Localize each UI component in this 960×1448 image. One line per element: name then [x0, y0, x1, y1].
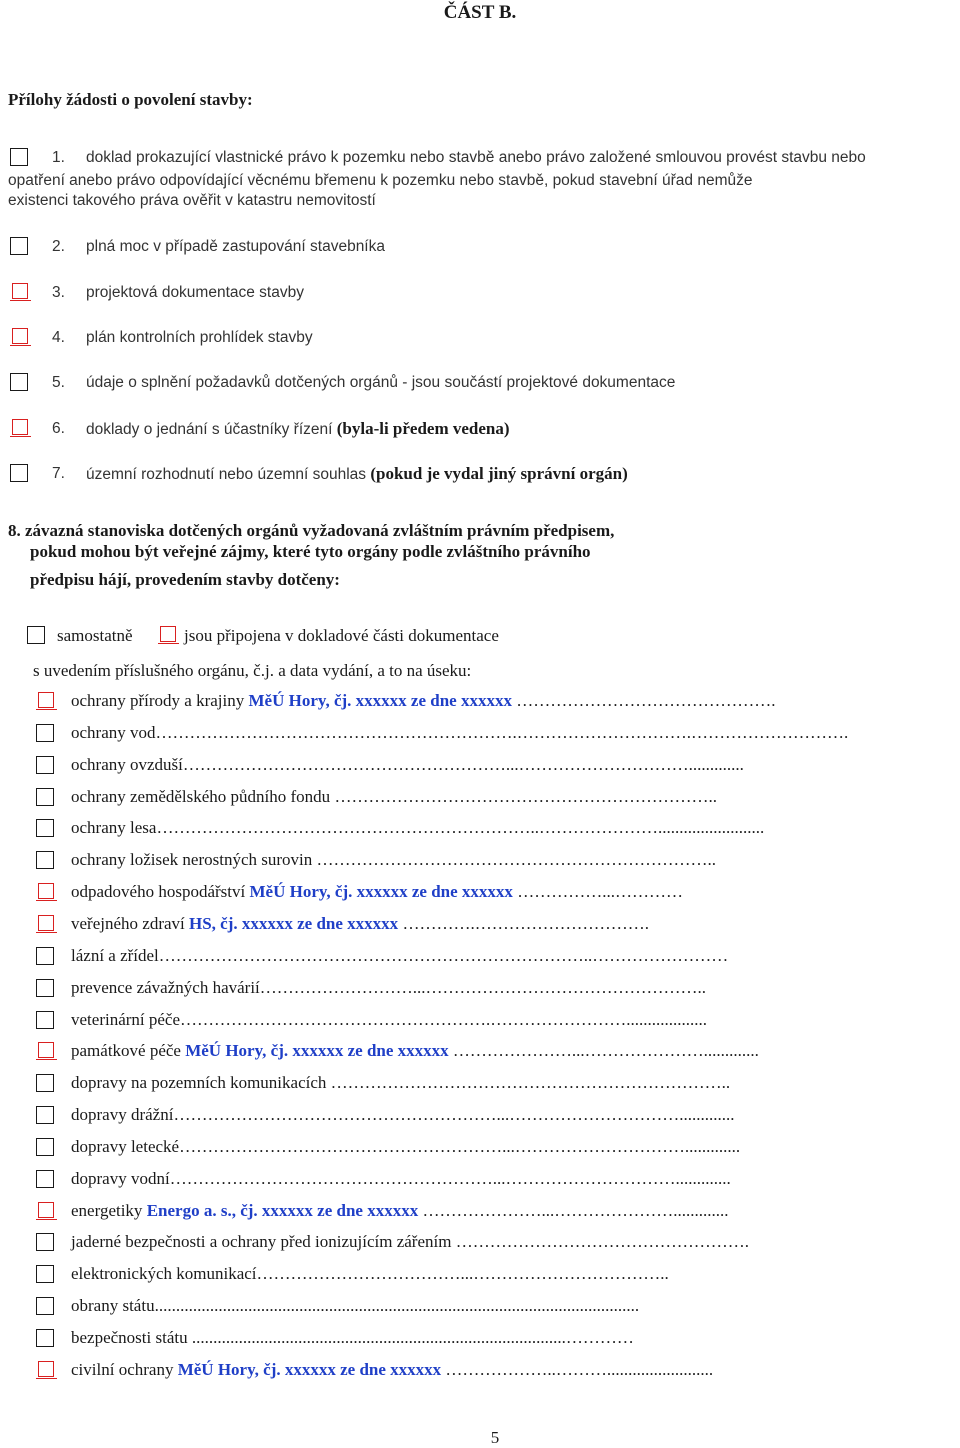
item-1-line-3: existenci takového práva ověřit v katastru nemovitostí	[8, 192, 376, 209]
section-filled-value: HS, čj. xxxxxx ze dne xxxxxx	[189, 914, 399, 933]
section-fill-dots: ……………...…………	[512, 882, 683, 901]
section-label: dopravy vodní	[71, 1169, 170, 1188]
checkbox-section-8[interactable]	[38, 915, 54, 931]
section-row	[71, 1296, 639, 1316]
section-fill-dots: …………………………………………………...………………………….............	[179, 1137, 741, 1156]
section-label: památkové péče	[71, 1041, 186, 1060]
checkbox-item-1[interactable]	[10, 148, 28, 166]
section-fill-dots: …………………………………………………...………………………….............	[182, 755, 744, 774]
item-4-text: plán kontrolních prohlídek stavby	[86, 329, 313, 346]
section-label: obrany státu	[71, 1296, 155, 1315]
section-filled-value: MěÚ Hory, čj. xxxxxx ze dne xxxxxx	[248, 691, 512, 710]
item-2-number: 2.	[52, 238, 65, 255]
section-fill-dots: ………………………………...……………………………..	[256, 1264, 669, 1283]
item-5-number: 5.	[52, 374, 65, 391]
section-fill-dots: …………………………………………………………………..……………………	[158, 946, 729, 965]
item-6-number: 6.	[52, 420, 65, 437]
item-1-number: 1.	[52, 149, 65, 166]
item-4-number: 4.	[52, 329, 65, 346]
section-fill-dots: ……………………………………………………………..	[330, 1073, 731, 1092]
section-fill-dots: ………………..……….........................	[441, 1360, 714, 1379]
checkbox-section-10[interactable]	[36, 979, 54, 997]
section-label: ochrany zemědělského půdního fondu	[71, 787, 335, 806]
item-5-text: údaje o splnění požadavků dotčených orgánů - jsou součástí projektové dokumentace	[86, 374, 676, 391]
section-fill-dots: ……………………………………………………….………………………….……………………….	[155, 723, 849, 742]
section-row	[71, 1264, 669, 1284]
section-filled-value: MěÚ Hory, čj. xxxxxx ze dne xxxxxx	[185, 1041, 449, 1060]
checkbox-section-18[interactable]	[36, 1233, 54, 1251]
section-8-line-2: pokud mohou být veřejné zájmy, které tyto orgány podle zvláštního právního	[30, 542, 591, 561]
section-label: elektronických komunikací	[71, 1264, 257, 1283]
section-row	[71, 1232, 749, 1252]
section-filled-value: MěÚ Hory, čj. xxxxxx ze dne xxxxxx	[249, 882, 513, 901]
checkbox-section-5[interactable]	[36, 819, 54, 837]
checkbox-item-4[interactable]	[12, 328, 28, 344]
checkbox-section-4[interactable]	[36, 788, 54, 806]
checkbox-section-6[interactable]	[36, 851, 54, 869]
checkbox-section-20[interactable]	[36, 1297, 54, 1315]
section-row	[71, 850, 716, 870]
item-6-text: doklady o jednání s účastníky řízení (byla-li předem vedena)	[86, 419, 510, 438]
section-fill-dots: ………….………………………….	[398, 914, 649, 933]
section-fill-dots: ……………………………………….	[511, 691, 776, 710]
section-8-note: s uvedením příslušného orgánu, č.j. a data vydání, a to na úseku:	[33, 661, 472, 680]
checkbox-section-22[interactable]	[38, 1361, 54, 1377]
section-label: dopravy letecké	[71, 1137, 180, 1156]
section-label: bezpečnosti státu	[71, 1328, 192, 1347]
section-label: civilní ochrany	[71, 1360, 178, 1379]
checkbox-section-13[interactable]	[36, 1074, 54, 1092]
section-8-line-3: předpisu hájí, provedením stavby dotčeny:	[30, 570, 340, 589]
option-samostatne-label: samostatně	[57, 626, 133, 645]
checkbox-section-17[interactable]	[38, 1202, 54, 1218]
section-fill-dots: …………………...………………….............	[418, 1201, 729, 1220]
section-label: ochrany lesa	[71, 818, 157, 837]
section-row	[71, 787, 717, 807]
checkbox-section-11[interactable]	[36, 1011, 54, 1029]
section-label: veterinární péče	[71, 1010, 181, 1029]
section-label: prevence závažných havárií	[71, 978, 260, 997]
section-label: energetiky	[71, 1201, 147, 1220]
attachments-heading: Přílohy žádosti o povolení stavby:	[8, 90, 253, 109]
section-label: ochrany ložisek nerostných surovin	[71, 850, 317, 869]
section-row	[71, 1105, 734, 1125]
section-row	[71, 818, 764, 838]
checkbox-section-19[interactable]	[36, 1265, 54, 1283]
checkbox-item-2[interactable]	[10, 237, 28, 255]
checkbox-section-1[interactable]	[38, 692, 54, 708]
checkbox-section-2[interactable]	[36, 724, 54, 742]
section-label: dopravy drážní	[71, 1105, 174, 1124]
section-label: lázní a zřídel	[71, 946, 159, 965]
section-row	[71, 1201, 728, 1221]
section-label: ochrany přírody a krajiny	[71, 691, 249, 710]
section-fill-dots: ……………………………………………………………..	[316, 850, 716, 869]
option-pripojena-label: jsou připojena v dokladové části dokumentace	[184, 626, 499, 645]
section-label: veřejného zdraví	[71, 914, 189, 933]
section-row	[71, 882, 683, 902]
checkbox-section-21[interactable]	[36, 1329, 54, 1347]
checkbox-section-3[interactable]	[36, 756, 54, 774]
section-label: jaderné bezpečnosti a ochrany před ionizujícím zářením	[71, 1232, 456, 1251]
checkbox-item-6[interactable]	[12, 419, 28, 435]
item-3-number: 3.	[52, 284, 65, 301]
page-title: ČÁST B.	[443, 2, 517, 23]
section-fill-dots: …………………………………………………………..	[334, 787, 717, 806]
section-row	[71, 1010, 707, 1030]
checkbox-section-15[interactable]	[36, 1138, 54, 1156]
section-row	[71, 1328, 634, 1348]
checkbox-section-12[interactable]	[38, 1042, 54, 1058]
section-label: ochrany vod	[71, 723, 156, 742]
checkbox-item-3[interactable]	[12, 283, 28, 299]
checkbox-pripojena[interactable]	[160, 626, 176, 642]
checkbox-section-7[interactable]	[38, 883, 54, 899]
checkbox-samostatne[interactable]	[27, 626, 45, 644]
section-fill-dots: ........................................................................................…………	[191, 1328, 634, 1347]
section-fill-dots: ..................................................................................................................	[154, 1296, 640, 1315]
item-1-line-2: opatření anebo právo odpovídající věcnému břemenu k pozemku nebo stavbě, pokud stavební úřad nemůže	[8, 172, 753, 189]
section-row	[71, 1041, 759, 1061]
section-fill-dots: …………………………………………………...………………………….............	[169, 1169, 731, 1188]
item-3-text: projektová dokumentace stavby	[86, 284, 304, 301]
item-7-text: územní rozhodnutí nebo územní souhlas (pokud je vydal jiný správní orgán)	[86, 464, 628, 483]
section-row	[71, 978, 706, 998]
section-filled-value: Energo a. s., čj. xxxxxx ze dne xxxxxx	[146, 1201, 419, 1220]
section-row	[71, 1360, 713, 1380]
section-fill-dots: …………………………………………………………..………………….........................	[156, 818, 765, 837]
checkbox-section-9[interactable]	[36, 947, 54, 965]
item-7-number: 7.	[52, 465, 65, 482]
section-row	[71, 914, 649, 934]
section-row	[71, 723, 848, 743]
section-row	[71, 946, 728, 966]
section-row	[71, 691, 775, 711]
section-row	[71, 1137, 740, 1157]
checkbox-item-5[interactable]	[10, 373, 28, 391]
section-label: ochrany ovzduší	[71, 755, 183, 774]
section-fill-dots: …………………………………………….	[455, 1232, 749, 1251]
checkbox-section-14[interactable]	[36, 1106, 54, 1124]
section-fill-dots: ………………………...…………………………………………..	[259, 978, 707, 997]
section-row	[71, 1073, 730, 1093]
checkbox-item-7[interactable]	[10, 464, 28, 482]
section-label: dopravy na pozemních komunikacích	[71, 1073, 331, 1092]
section-fill-dots: …………………………………………………...………………………….............	[173, 1105, 735, 1124]
item-1-line-1: doklad prokazující vlastnické právo k pozemku nebo stavbě anebo právo založené smlouvou provést stavbu nebo	[86, 149, 866, 166]
section-fill-dots: …………………...………………….............	[448, 1041, 759, 1060]
section-label: odpadového hospodářství	[71, 882, 250, 901]
page-number: 5	[490, 1428, 500, 1447]
section-row	[71, 1169, 731, 1189]
section-filled-value: MěÚ Hory, čj. xxxxxx ze dne xxxxxx	[177, 1360, 442, 1379]
section-row	[71, 755, 744, 775]
section-8-line-1: 8. závazná stanoviska dotčených orgánů vyžadovaná zvláštním právním předpisem,	[8, 521, 615, 540]
checkbox-section-16[interactable]	[36, 1170, 54, 1188]
section-fill-dots: ……………………………………………….……………………...................	[180, 1010, 708, 1029]
item-2-text: plná moc v případě zastupování stavebníka	[86, 238, 385, 255]
